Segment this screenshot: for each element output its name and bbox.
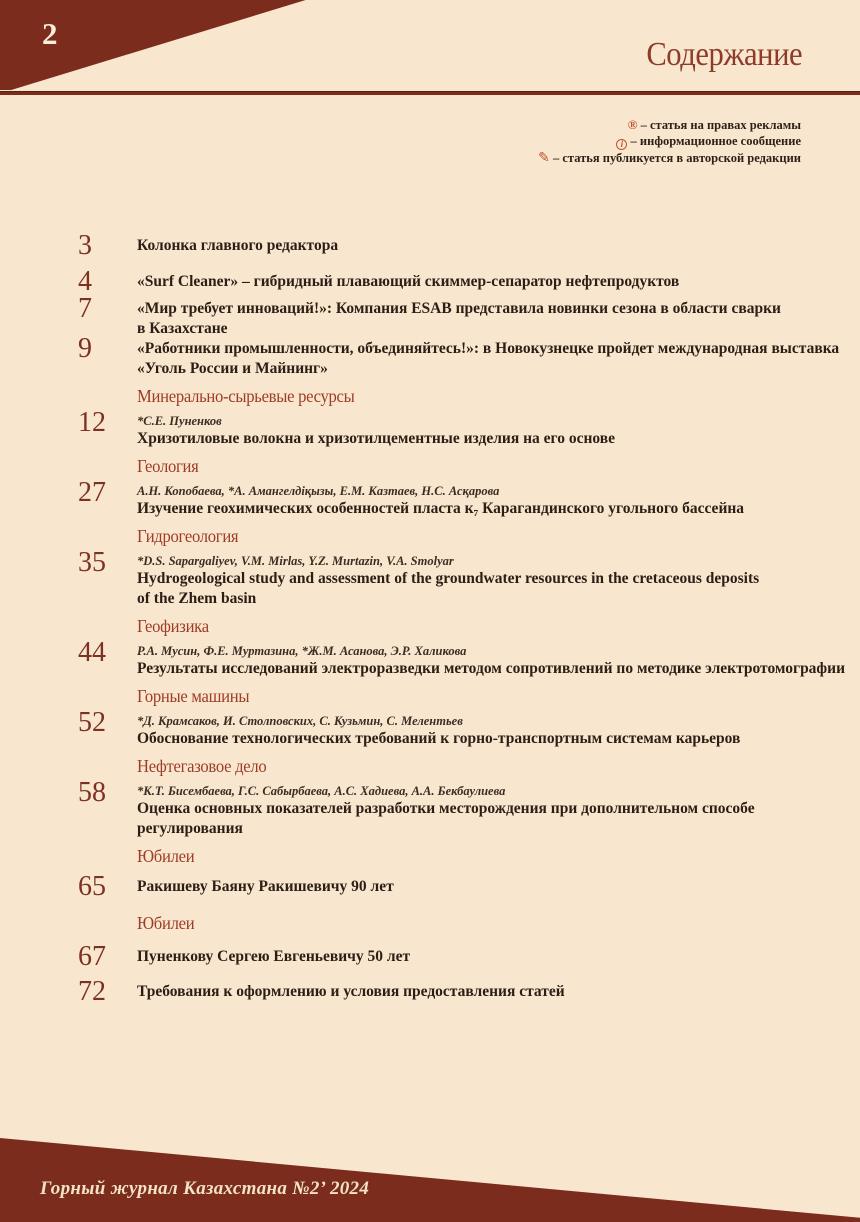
toc-section-heading: Геология — [137, 456, 199, 476]
legend-text: – статья на правах рекламы — [640, 118, 801, 132]
toc-entry-title: Ракишеву Баяну Ракишевичу 90 лет — [137, 878, 394, 895]
toc-entry-title: «Уголь России и Майнинг» — [137, 360, 328, 377]
toc-entry-title: «Работники промышленности, объединяйтесь!»: в Новокузнецке пройдет международная выставка — [137, 340, 840, 357]
toc-entry-page-number: 7 — [78, 293, 92, 324]
legend-text: – статья публикуется в авторской редакции — [552, 151, 801, 165]
toc-entry — [78, 266, 810, 297]
toc-entry-text — [137, 483, 810, 519]
toc-entry-text — [137, 877, 810, 897]
toc-entry-text — [137, 713, 810, 749]
toc-entry-page-number: 9 — [78, 333, 92, 364]
toc-entry-text — [137, 339, 840, 379]
toc-section-heading: Геофизика — [137, 616, 209, 636]
toc-entry — [78, 871, 810, 902]
toc-entry-title: Требования к оформлению и условия предоставления статей — [137, 983, 565, 1000]
toc-entry-text — [137, 272, 810, 292]
toc-entry — [78, 707, 810, 749]
toc-entry-page-number: 58 — [78, 777, 106, 808]
toc-entry — [78, 777, 810, 839]
toc-entry-text — [137, 553, 810, 609]
toc-entry-title: Оценка основных показателей разработки месторождения при дополнительном способе — [137, 800, 755, 817]
toc-entry-page-number: 72 — [78, 976, 106, 1007]
toc-entry-title: Обоснование технологических требований к горно-транспортным системам карьеров — [137, 730, 741, 747]
toc-entry-text — [137, 299, 810, 339]
pen-icon: ✎ — [538, 151, 550, 166]
toc-entry — [78, 976, 810, 1007]
toc-entry-page-number: 65 — [78, 871, 106, 902]
toc-entry-page-number: 44 — [78, 637, 106, 668]
toc-entry-page-number: 52 — [78, 707, 106, 738]
toc-entry — [78, 230, 810, 261]
toc-section-heading: Гидрогеология — [137, 526, 239, 546]
toc-entry-title: Результаты исследований электроразведки методом сопротивлений по методике электротомографии — [137, 660, 846, 677]
legend-text: – информационное сообщение — [630, 134, 801, 148]
footer-journal-title: Горный журнал Казахстана №2’ 2024 — [40, 1178, 370, 1199]
table-of-contents — [78, 230, 846, 1009]
toc-entry-authors: *К.Т. Бисембаева, Г.С. Сабырбаева, А.С. Хадиева, А.А. Бекбаулиева — [137, 784, 506, 798]
toc-entry-page-number: 12 — [78, 407, 106, 438]
legend-item-info — [538, 133, 801, 150]
toc-entry-text — [137, 947, 810, 967]
legend-item-author-edition — [538, 150, 801, 167]
registered-icon: ® — [627, 117, 638, 132]
toc-entry-page-number: 3 — [78, 230, 92, 261]
toc-entry-authors: *С.Е. Пуненков — [137, 414, 222, 428]
toc-entry-page-number: 67 — [78, 941, 106, 972]
toc-section-heading: Юбилеи — [137, 846, 195, 866]
info-circle-icon: i — [616, 139, 627, 150]
toc-entry-title: «Мир требует инноваций!»: Компания ESAB представила новинки сезона в области сварки — [137, 300, 781, 317]
toc-entry-title: Пуненкову Сергею Евгеньевичу 50 лет — [137, 948, 411, 965]
toc-entry-title: «Surf Cleaner» – гибридный плавающий скиммер-сепаратор нефтепродуктов — [137, 273, 680, 290]
toc-entry-title: of the Zhem basin — [137, 590, 257, 607]
toc-entry — [78, 293, 810, 339]
toc-entry — [78, 547, 810, 609]
toc-section-heading: Юбилеи — [137, 913, 195, 933]
toc-entry-text — [137, 236, 810, 256]
toc-entry — [78, 477, 810, 519]
page-number: 2 — [42, 16, 58, 51]
toc-entry — [78, 407, 810, 449]
toc-entry — [78, 941, 810, 972]
toc-entry — [78, 637, 846, 679]
toc-section-heading: Нефтегазовое дело — [137, 756, 267, 776]
legend — [538, 117, 801, 167]
toc-entry-text — [137, 783, 810, 839]
toc-entry-title: Хризотиловые волокна и хризотилцементные изделия на его основе — [137, 430, 615, 447]
toc-entry-text — [137, 413, 810, 449]
toc-entry-title: Изучение геохимических особенностей пласта к₇ Карагандинского угольного бассейна — [137, 500, 745, 517]
toc-entry-text — [137, 982, 810, 1002]
toc-entry-title: Hydrogeological study and assessment of the groundwater resources in the cretaceous deposits — [137, 570, 760, 587]
page-title: Содержание — [646, 36, 802, 73]
toc-entry-authors: Р.А. Мусин, Ф.Е. Муртазина, *Ж.М. Асанова, Э.Р. Халикова — [137, 644, 467, 658]
toc-entry-title: регулирования — [137, 820, 243, 837]
toc-entry-text — [137, 643, 846, 679]
toc-section-heading: Минерально-сырьевые ресурсы — [137, 386, 355, 406]
legend-item-advert — [538, 117, 801, 133]
toc-entry-authors: *Д. Крамсаков, И. Столповских, С. Кузьмин, С. Мелентьев — [137, 714, 463, 728]
toc-entry-title: Колонка главного редактора — [137, 237, 339, 254]
toc-entry-page-number: 35 — [78, 547, 106, 578]
toc-entry-authors: *D.S. Sapargaliyev, V.M. Mirlas, Y.Z. Murtazin, V.A. Smolyar — [137, 554, 454, 568]
header-rule — [0, 91, 860, 95]
toc-entry — [78, 333, 840, 379]
toc-entry-page-number: 4 — [78, 266, 92, 297]
toc-section-heading: Горные машины — [137, 686, 250, 706]
toc-entry-authors: А.Н. Копобаева, *А. Амангелдіқызы, Е.М. Казтаев, Н.С. Асқарова — [137, 484, 500, 498]
toc-entry-title: в Казахстане — [137, 320, 228, 337]
toc-entry-page-number: 27 — [78, 477, 106, 508]
